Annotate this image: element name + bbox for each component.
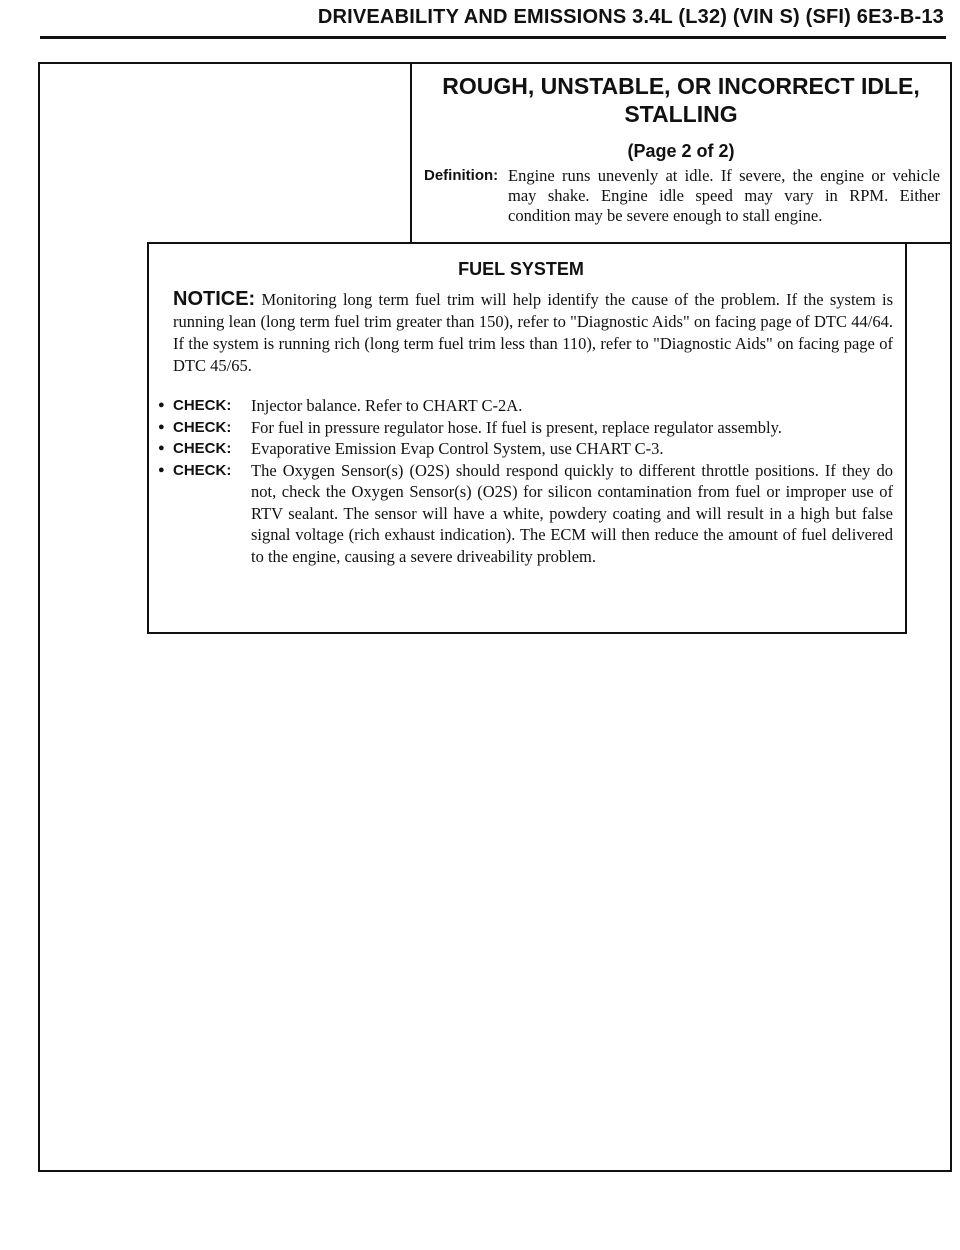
definition: [412, 166, 950, 226]
page-header: [0, 0, 960, 40]
check-item: [149, 395, 893, 417]
section-title: FUEL SYSTEM: [458, 259, 584, 279]
check-label: CHECK:: [173, 461, 232, 479]
check-text: For fuel in pressure regulator hose. If fuel is present, replace regulator assembly.: [251, 417, 782, 437]
header-rule: [40, 36, 946, 39]
chart-title-line1: ROUGH, UNSTABLE, OR INCORRECT IDLE,: [442, 73, 920, 99]
check-text: Evaporative Emission Evap Control System, use CHART C-3.: [251, 439, 664, 458]
check-item: [149, 460, 893, 568]
page-indicator: (Page 2 of 2): [627, 141, 735, 161]
bullet-icon: ●: [158, 399, 165, 411]
bullet-icon: ●: [158, 442, 165, 454]
definition-text: Engine runs unevenly at idle. If severe, the engine or vehicle may shake. Engine idle speed may vary in RPM. Either condition may be severe enough to stall engine.: [508, 166, 940, 225]
bullet-icon: ●: [158, 463, 165, 476]
check-item: [149, 417, 893, 439]
check-label: CHECK:: [173, 440, 232, 457]
notice-label: NOTICE:: [173, 288, 256, 310]
chart-title-box: [410, 62, 952, 244]
bullet-icon: ●: [158, 420, 165, 433]
chart-title: [412, 72, 950, 128]
notice-paragraph: [149, 288, 893, 377]
chart-title-line2: STALLING: [624, 101, 738, 127]
check-item: [149, 438, 893, 460]
check-text: The Oxygen Sensor(s) (O2S) should respond quickly to different throttle positions. If they do not, check the Oxygen Sensor(s) (O2S) for silicon contamination from fuel or improper use of RTV sealant. The sensor will have a white, powdery coating and will result in a high but false signal voltage (rich exhaust indication). The ECM will then reduce the amount of fuel delivered to the engine, causing a severe driveability problem.: [251, 460, 893, 566]
check-text: Injector balance. Refer to CHART C-2A.: [251, 396, 523, 415]
check-label: CHECK:: [173, 418, 232, 436]
check-list: [149, 395, 893, 567]
page-header-title: DRIVEABILITY AND EMISSIONS 3.4L (L32) (VIN S) (SFI) 6E3-B-13: [317, 6, 944, 28]
notice-text: Monitoring long term fuel trim will help identify the cause of the problem. If the system is running lean (long term fuel trim greater than 150), refer to "Diagnostic Aids" on facing page of DTC 44/64. If the system is running rich (long term fuel trim less than 110), refer to "Diagnostic Aids" on facing page of DTC 45/65.: [173, 290, 893, 375]
check-label: CHECK:: [173, 397, 232, 414]
fuel-system-section: [147, 242, 907, 634]
definition-label: Definition:: [424, 167, 499, 184]
